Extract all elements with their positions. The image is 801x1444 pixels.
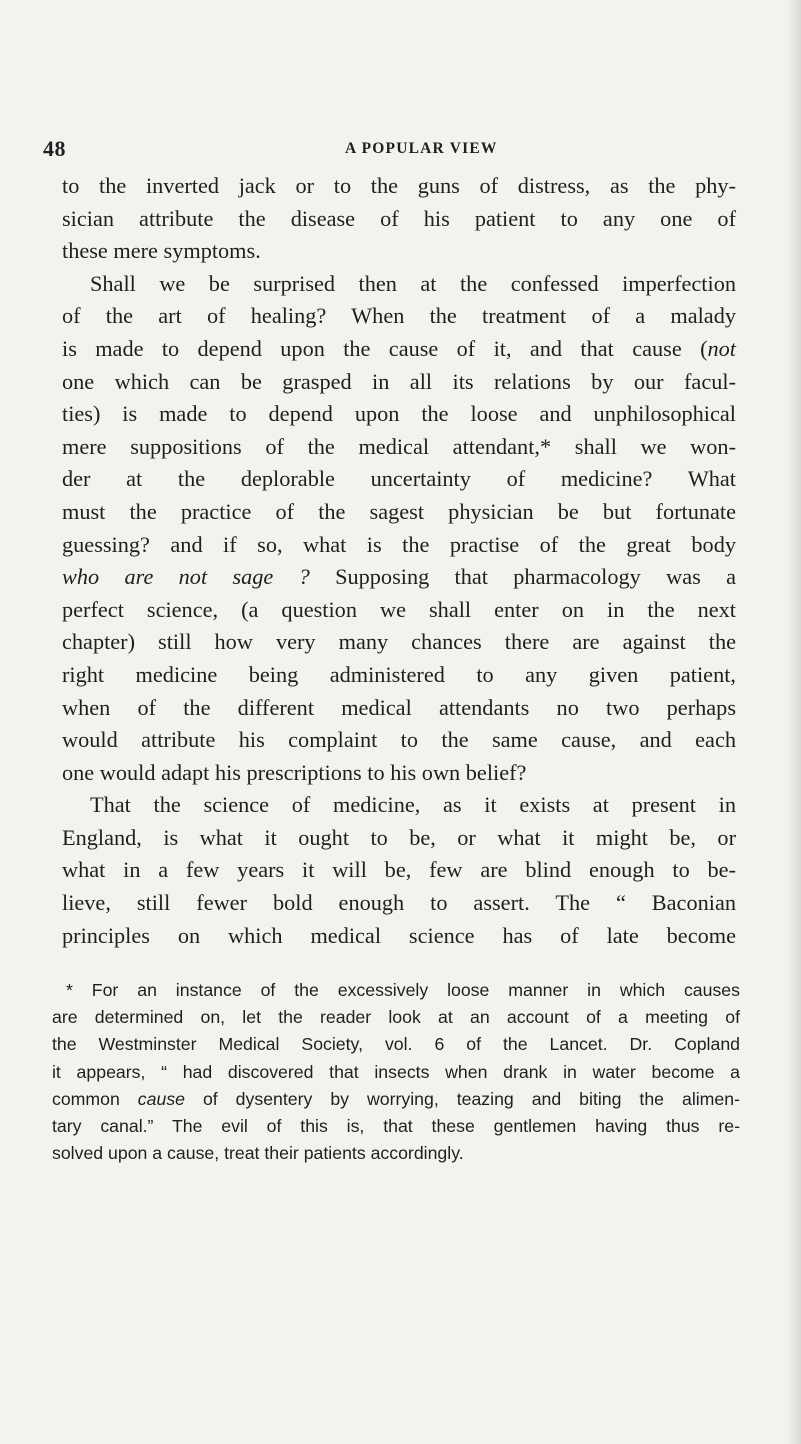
italic-text: not: [707, 335, 736, 361]
italic-text: cause: [137, 1088, 185, 1109]
text-line: what in a few years it will be, few are blind enough to be-: [62, 857, 736, 883]
footnote-line: solved upon a cause, treat their patients accordingly.: [52, 1143, 464, 1164]
text-line: guessing? and if so, what is the practise of the great body: [62, 531, 736, 557]
page-header: [0, 136, 801, 166]
text-line: [62, 561, 736, 594]
text-line: principles on which medical science has of late become: [62, 922, 736, 948]
text-line: mere suppositions of the medical attendant,* shall we won-: [62, 433, 736, 459]
text-line: [62, 333, 736, 366]
text-segment: common: [52, 1088, 138, 1109]
text-line: one which can be grasped in all its relations by our facul-: [62, 368, 736, 394]
text-line: when of the different medical attendants no two perhaps: [62, 694, 736, 720]
footnote-line: it appears, “ had discovered that insects when drank in water become a: [52, 1061, 740, 1082]
text-line: Shall we be surprised then at the confessed imperfection: [90, 270, 736, 296]
page-edge-shadow: [787, 0, 801, 1444]
footnote-line: the Westminster Medical Society, vol. 6 of the Lancet. Dr. Copland: [52, 1034, 740, 1055]
page-number: 48: [43, 136, 66, 161]
footnote-line: are determined on, let the reader look at an account of a meeting of: [52, 1007, 740, 1028]
running-head: A POPULAR VIEW: [345, 140, 498, 157]
paragraph-3: [62, 789, 736, 952]
text-line: would attribute his complaint to the same cause, and each: [62, 727, 736, 753]
text-segment: of dysentery by worrying, teazing and biting the alimen-: [185, 1088, 740, 1109]
text-line: perfect science, (a question we shall enter on in the next: [62, 596, 736, 622]
text-line: lieve, still fewer bold enough to assert. The “ Baconian: [62, 890, 736, 916]
text-segment: Supposing that pharmacology was a: [309, 564, 736, 590]
text-line: chapter) still how very many chances there are against the: [62, 629, 736, 655]
text-segment: is made to depend upon the cause of it, and that cause (: [62, 335, 708, 361]
paragraph-1: [62, 170, 736, 268]
text-line: one would adapt his prescriptions to his own belief?: [62, 759, 527, 785]
text-line: these mere symptoms.: [62, 238, 261, 264]
text-line: right medicine being administered to any given patient,: [62, 661, 736, 687]
text-line: der at the deplorable uncertainty of medicine? What: [62, 466, 736, 492]
text-line: must the practice of the sagest physician be but fortunate: [62, 498, 736, 524]
text-line: ties) is made to depend upon the loose and unphilosophical: [62, 401, 736, 427]
text-line: to the inverted jack or to the guns of distress, as the phy-: [62, 173, 736, 198]
paragraph-2: [62, 268, 736, 790]
text-line: England, is what it ought to be, or what it might be, or: [62, 824, 736, 850]
italic-text: who are not sage ?: [62, 564, 310, 590]
footnote-line: * For an instance of the excessively loose manner in which causes: [66, 980, 740, 1000]
footnote-line: [52, 1086, 740, 1113]
footnote: [52, 977, 740, 1167]
body-text: [62, 170, 736, 952]
footnote-line: tary canal.” The evil of this is, that these gentlemen having thus re-: [52, 1116, 740, 1137]
text-line: of the art of healing? When the treatment of a malady: [62, 303, 736, 329]
text-line: sician attribute the disease of his patient to any one of: [62, 205, 736, 231]
text-line: That the science of medicine, as it exists at present in: [90, 792, 736, 818]
